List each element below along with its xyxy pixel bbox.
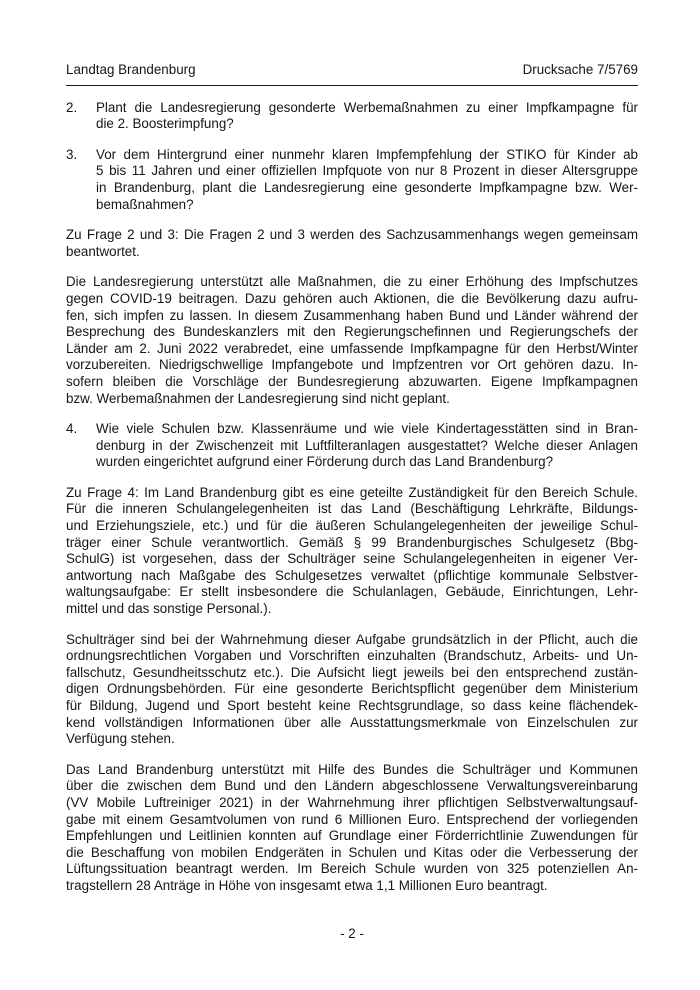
header-institution: Landtag Brandenburg <box>66 62 196 77</box>
question-item-3 <box>66 147 638 213</box>
text-line: Zu Frage 2 und 3: Die Fragen 2 und 3 werden des Sachzusammenhangs wegen gemeinsam <box>66 227 638 243</box>
text-line: ordnungsrechtlichen Vorgaben und Vorschriften einzuhalten (Brandschutz, Arbeits- und Un- <box>66 648 638 664</box>
text-line: Wie viele Schulen bzw. Klassenräume und wie viele Kindertagesstätten sind in Bran- <box>96 421 638 437</box>
text-line: Das Land Brandenburg unterstützt mit Hilfe des Bundes die Schulträger und Kommunen <box>66 761 638 777</box>
text-line: waltungsaufgabe: Er stellt insbesondere die Schulanlagen, Gebäude, Einrichtungen, Lehr- <box>66 584 638 600</box>
text-line: 5 bis 11 Jahren und einer offiziellen Impfquote von nur 8 Prozent in dieser Altersgruppe <box>96 163 638 179</box>
header-document-number: Drucksache 7/5769 <box>522 62 638 77</box>
text-line: gegen COVID-19 beitragen. Dazu gehören auch Aktionen, die die Bevölkerung dazu aufru- <box>66 290 638 306</box>
text-line: beantwortet. <box>66 243 140 259</box>
text-line: kend vollständigen Informationen über alle Ausstattungsmerkmale von Einzelschulen zur <box>66 714 638 730</box>
text-line: bemaßnahmen? <box>96 196 194 212</box>
text-line: Empfehlungen und Leitlinien konnten auf Grundlage einer Förderrichtlinie Zuwendungen für <box>66 828 638 844</box>
text-line: für Bildung, Jugend und Sport besteht keine Rechtsgrundlage, so dass keine flächendek- <box>66 698 638 713</box>
text-line: digen Ordnungsbehörden. Für eine gesonderte Berichtspflicht gegenüber dem Ministerium <box>66 681 638 697</box>
text-line: SchulG) ist vorgesehen, dass der Schulträger seine Schulangelegenheiten in eigener Ver- <box>66 551 638 567</box>
text-line: fallschutz, Gesundheitsschutz etc.). Die Aufsicht liegt jeweils bei den entsprechend zustän- <box>66 664 638 680</box>
text-line: (VV Mobile Luftreiniger 2021) in der Wahrnehmung ihrer pflichtigen Selbstverwaltungsauf- <box>66 794 638 810</box>
document-body <box>66 100 638 895</box>
text-line: in Brandenburg, plant die Landesregierung eine gesonderte Impfkampagne bzw. Wer- <box>96 179 638 195</box>
text-line: denburg in der Zwischenzeit mit Luftfilteranlagen ausgestattet? Welche dieser Anlagen <box>96 437 638 453</box>
question-number: 3. <box>66 146 78 162</box>
text-line: Schulträger sind bei der Wahrnehmung dieser Aufgabe grundsätzlich in der Pflicht, auch die <box>66 631 638 647</box>
text-line: und Erziehungsziele, etc.) und für die äußeren Schulangelegenheiten der jeweilige Schul- <box>66 518 638 534</box>
paragraph <box>66 762 638 895</box>
question-item-4 <box>66 421 638 471</box>
text-line: Länder am 2. Juni 2022 verabredet, eine umfassende Impfkampagne für den Herbst/Winter <box>66 340 638 356</box>
text-line: tragstellern 28 Anträge in Höhe von insgesamt etwa 1,1 Millionen Euro beantragt. <box>66 877 548 893</box>
text-line: Plant die Landesregierung gesonderte Werbemaßnahmen zu einer Impfkampagne für <box>96 99 638 115</box>
text-line: vorzubereiten. Niedrigschwellige Impfangebote und Impfzentren vor Ort gehören dazu. In- <box>66 357 638 373</box>
text-line: Zu Frage 4: Im Land Brandenburg gibt es eine geteilte Zuständigkeit für den Bereich Schule. <box>66 484 638 500</box>
text-line: antwortung nach Maßgabe des Schulgesetzes verwaltet (pflichtige kommunale Selbstver- <box>66 567 638 583</box>
text-line: Lüftungssituation beantragt werden. Im Bereich Schule wurden von 325 potenziellen An- <box>66 861 638 877</box>
question-number: 4. <box>66 421 78 437</box>
text-line: mittel und das sonstige Personal.). <box>66 601 272 617</box>
text-line: bzw. Werbemaßnahmen der Landesregierung sind nicht geplant. <box>66 390 450 406</box>
text-line: Für die inneren Schulangelegenheiten ist das Land (Beschäftigung Lehrkräfte, Bildungs- <box>66 501 638 517</box>
text-line: Vor dem Hintergrund einer nunmehr klaren Impfempfehlung der STIKO für Kinder ab <box>96 146 638 162</box>
text-line: Die Landesregierung unterstützt alle Maßnahmen, die zu einer Erhöhung des Impfschutzes <box>66 274 638 290</box>
text-line: Verfügung stehen. <box>66 731 175 747</box>
paragraph <box>66 227 638 260</box>
question-item-2 <box>66 100 638 133</box>
question-number: 2. <box>66 99 78 115</box>
page-number: - 2 - <box>340 926 364 941</box>
text-line: die 2. Boosterimpfung? <box>96 116 234 132</box>
text-line: gabe mit einem Gesamtvolumen von rund 6 Millionen Euro. Entsprechend der vorliegenden <box>66 811 638 827</box>
document-content <box>66 62 638 895</box>
paragraph <box>66 632 638 748</box>
text-line: träger einer Schule verantwortlich. Gemäß § 99 Brandenburgisches Schulgesetz (Bbg- <box>66 534 638 550</box>
paragraph <box>66 485 638 618</box>
page-header <box>66 62 638 86</box>
paragraph <box>66 274 638 407</box>
text-line: über die zwischen dem Bund und den Ländern abgeschlossene Verwaltungsvereinbarung <box>66 778 638 794</box>
text-line: die Beschaffung von mobilen Endgeräten in Schulen und Kitas oder die Verbesserung der <box>66 844 638 860</box>
text-line: wurden eingerichtet aufgrund einer Förderung durch das Land Brandenburg? <box>96 454 554 470</box>
text-line: Besprechung des Bundeskanzlers mit den Regierungschefinnen und Regierungschefs der <box>66 324 638 340</box>
text-line: sofern bleiben die Vorschläge der Bundesregierung abzuwarten. Eigene Impfkampagnen <box>66 373 638 389</box>
text-line: fen, sich impfen zu lassen. In diesem Zusammenhang haben Bund und Länder während der <box>66 307 638 323</box>
